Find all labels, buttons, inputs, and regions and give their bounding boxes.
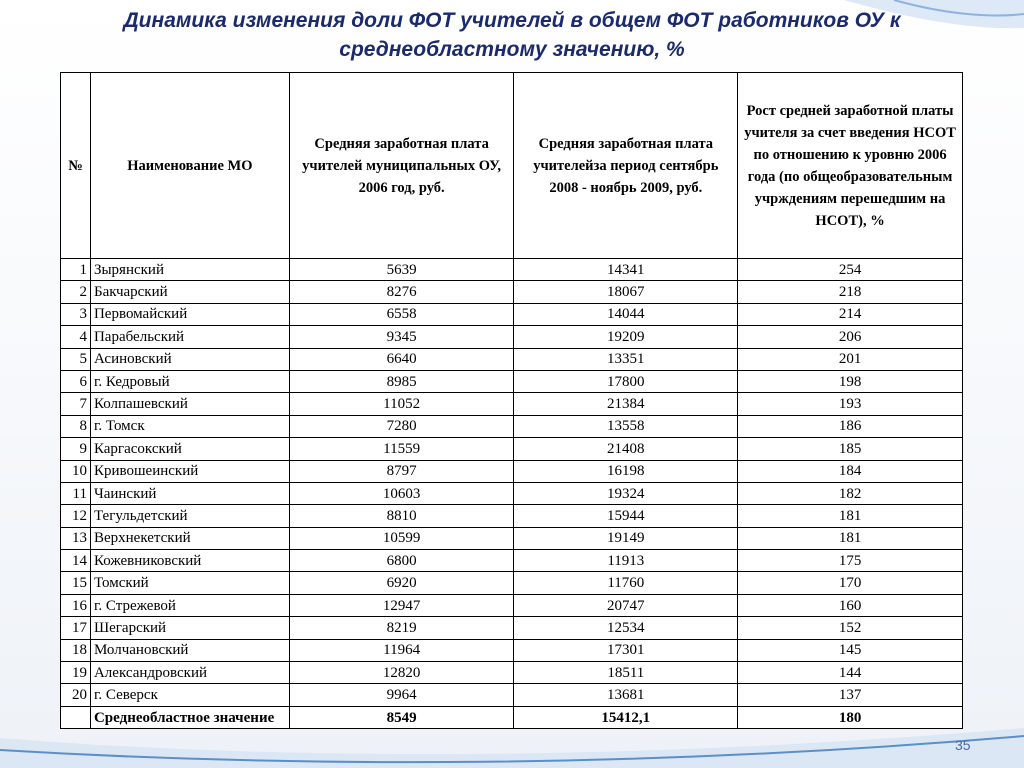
row-name: Чаинский: [90, 482, 289, 504]
row-growth: 175: [738, 550, 963, 572]
row-salary-2006: 9345: [289, 326, 514, 348]
row-name: Каргасокский: [90, 438, 289, 460]
header-num: №: [61, 73, 91, 259]
row-growth: 206: [738, 326, 963, 348]
row-salary-2006: 8219: [289, 617, 514, 639]
row-salary-2006: 6920: [289, 572, 514, 594]
row-name: Асиновский: [90, 348, 289, 370]
table-row: [61, 259, 963, 281]
row-number: 12: [61, 505, 91, 527]
slide-title: [40, 6, 984, 64]
table-row: [61, 662, 963, 684]
row-salary-2009: 17301: [514, 639, 738, 661]
row-salary-2006: 10603: [289, 482, 514, 504]
row-number: 8: [61, 415, 91, 437]
row-name: Колпашевский: [90, 393, 289, 415]
row-growth: 186: [738, 415, 963, 437]
table-row: [61, 281, 963, 303]
table-row: [61, 415, 963, 437]
row-name: Кожевниковский: [90, 550, 289, 572]
row-growth: 218: [738, 281, 963, 303]
row-growth: 254: [738, 259, 963, 281]
row-salary-2009: 21408: [514, 438, 738, 460]
row-name: г. Северск: [90, 684, 289, 706]
row-salary-2009: 14341: [514, 259, 738, 281]
row-salary-2009: 11913: [514, 550, 738, 572]
row-name: Александровский: [90, 662, 289, 684]
row-number: 10: [61, 460, 91, 482]
row-growth: 170: [738, 572, 963, 594]
row-number: 18: [61, 639, 91, 661]
row-growth: 144: [738, 662, 963, 684]
summary-num-cell: [61, 706, 91, 728]
row-name: Шегарский: [90, 617, 289, 639]
row-number: 3: [61, 303, 91, 325]
row-salary-2009: 12534: [514, 617, 738, 639]
row-salary-2009: 13351: [514, 348, 738, 370]
row-salary-2009: 15944: [514, 505, 738, 527]
table-row: [61, 684, 963, 706]
table-row: [61, 617, 963, 639]
row-number: 14: [61, 550, 91, 572]
row-number: 9: [61, 438, 91, 460]
page-number: 35: [955, 737, 971, 753]
row-number: 2: [61, 281, 91, 303]
table-row: [61, 393, 963, 415]
row-number: 6: [61, 370, 91, 392]
row-growth: 145: [738, 639, 963, 661]
row-salary-2009: 13681: [514, 684, 738, 706]
row-growth: 181: [738, 527, 963, 549]
row-number: 16: [61, 594, 91, 616]
row-salary-2006: 6800: [289, 550, 514, 572]
table-row: [61, 527, 963, 549]
header-salary-2006: Средняя заработная плата учителей муниципальных ОУ, 2006 год, руб.: [289, 73, 514, 259]
row-salary-2006: 10599: [289, 527, 514, 549]
summary-salary-2009: 15412,1: [514, 706, 738, 728]
summary-row: [61, 706, 963, 728]
row-number: 1: [61, 259, 91, 281]
table-row: [61, 370, 963, 392]
row-growth: 182: [738, 482, 963, 504]
row-growth: 193: [738, 393, 963, 415]
row-salary-2006: 8985: [289, 370, 514, 392]
row-name: г. Кедровый: [90, 370, 289, 392]
row-salary-2006: 12820: [289, 662, 514, 684]
summary-label: Среднеобластное значение: [90, 706, 289, 728]
row-salary-2006: 8797: [289, 460, 514, 482]
row-growth: 198: [738, 370, 963, 392]
salary-table: [60, 72, 963, 729]
header-name: Наименование МО: [90, 73, 289, 259]
row-salary-2009: 18067: [514, 281, 738, 303]
row-salary-2006: 11964: [289, 639, 514, 661]
row-growth: 201: [738, 348, 963, 370]
row-salary-2009: 20747: [514, 594, 738, 616]
header-salary-2009: Средняя заработная плата учителейза период сентябрь 2008 - ноябрь 2009, руб.: [514, 73, 738, 259]
row-salary-2006: 11559: [289, 438, 514, 460]
row-salary-2009: 19324: [514, 482, 738, 504]
row-number: 11: [61, 482, 91, 504]
row-salary-2006: 6640: [289, 348, 514, 370]
table-row: [61, 505, 963, 527]
table-row: [61, 326, 963, 348]
title-line-1: Динамика изменения доли ФОТ учителей в общем ФОТ работников ОУ к: [123, 9, 901, 32]
row-number: 20: [61, 684, 91, 706]
table-row: [61, 482, 963, 504]
row-salary-2006: 11052: [289, 393, 514, 415]
row-number: 13: [61, 527, 91, 549]
row-growth: 160: [738, 594, 963, 616]
table-body: [61, 259, 963, 729]
header-growth: Рост средней заработной платы учителя за счет введения НСОТ по отношению к уровню 2006 года (по общеобразовательным учрждениям перешедшим на НСОТ), %: [738, 73, 963, 259]
row-name: Томский: [90, 572, 289, 594]
row-growth: 214: [738, 303, 963, 325]
row-number: 5: [61, 348, 91, 370]
row-salary-2009: 17800: [514, 370, 738, 392]
row-name: Тегульдетский: [90, 505, 289, 527]
table-row: [61, 639, 963, 661]
row-name: г. Томск: [90, 415, 289, 437]
row-number: 7: [61, 393, 91, 415]
row-salary-2006: 6558: [289, 303, 514, 325]
title-line-2: среднеобластному значению, %: [339, 38, 685, 61]
row-name: Парабельский: [90, 326, 289, 348]
table-row: [61, 550, 963, 572]
table-row: [61, 460, 963, 482]
row-salary-2006: 7280: [289, 415, 514, 437]
row-name: Кривошеинский: [90, 460, 289, 482]
row-growth: 137: [738, 684, 963, 706]
row-growth: 184: [738, 460, 963, 482]
row-number: 4: [61, 326, 91, 348]
table-header-row: [61, 73, 963, 259]
summary-salary-2006: 8549: [289, 706, 514, 728]
row-name: г. Стрежевой: [90, 594, 289, 616]
row-salary-2006: 12947: [289, 594, 514, 616]
row-salary-2009: 16198: [514, 460, 738, 482]
table-row: [61, 303, 963, 325]
row-growth: 181: [738, 505, 963, 527]
row-salary-2009: 21384: [514, 393, 738, 415]
row-name: Верхнекетский: [90, 527, 289, 549]
row-number: 17: [61, 617, 91, 639]
row-salary-2009: 18511: [514, 662, 738, 684]
summary-growth: 180: [738, 706, 963, 728]
row-name: Бакчарский: [90, 281, 289, 303]
row-salary-2006: 5639: [289, 259, 514, 281]
row-name: Зырянский: [90, 259, 289, 281]
row-number: 15: [61, 572, 91, 594]
row-salary-2006: 8276: [289, 281, 514, 303]
row-name: Первомайский: [90, 303, 289, 325]
row-growth: 152: [738, 617, 963, 639]
row-salary-2009: 19149: [514, 527, 738, 549]
table-row: [61, 572, 963, 594]
row-salary-2006: 8810: [289, 505, 514, 527]
row-growth: 185: [738, 438, 963, 460]
table-row: [61, 438, 963, 460]
table-row: [61, 594, 963, 616]
table-row: [61, 348, 963, 370]
row-name: Молчановский: [90, 639, 289, 661]
row-salary-2009: 19209: [514, 326, 738, 348]
row-salary-2009: 14044: [514, 303, 738, 325]
row-number: 19: [61, 662, 91, 684]
row-salary-2009: 11760: [514, 572, 738, 594]
row-salary-2006: 9964: [289, 684, 514, 706]
row-salary-2009: 13558: [514, 415, 738, 437]
